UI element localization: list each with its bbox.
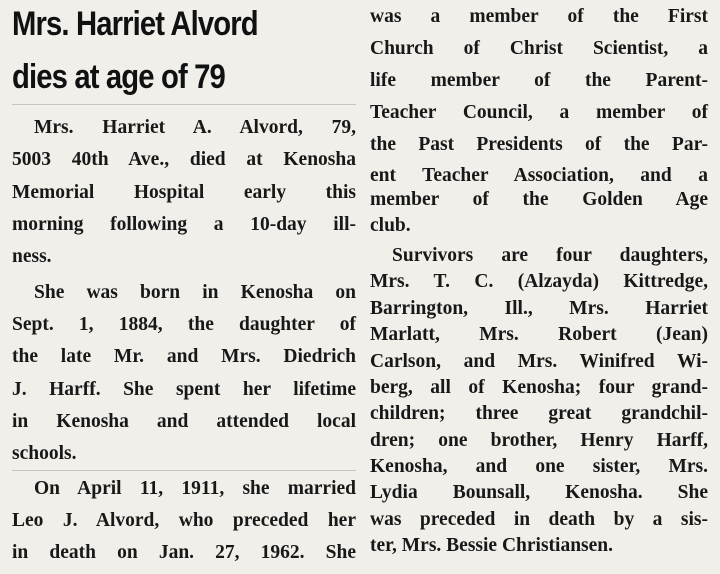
headline-rule [12,104,356,105]
text-line: Teacher Council, a member of [370,102,708,123]
text-line: ent Teacher Association, and a [370,165,708,186]
text-line: Mrs. Harriet A. Alvord, 79, [34,117,356,138]
text-line: Carlson, and Mrs. Winifred Wi- [370,351,708,372]
text-line: the Past Presidents of the Par- [370,134,708,155]
text-line: Sept. 1, 1884, the daughter of [12,314,356,335]
text-line: Memorial Hospital early this [12,182,356,203]
text-line: 5003 40th Ave., died at Kenosha [12,149,356,170]
text-line: club. [370,215,411,236]
text-line: schools. [12,443,77,464]
text-line: was preceded in death by a sis- [370,509,708,530]
headline-line-2: dies at age of 79 [12,58,225,96]
text-line: ter, Mrs. Bessie Christiansen. [370,535,614,556]
text-line: Leo J. Alvord, who preceded her [12,510,356,531]
text-line: On April 11, 1911, she married [34,478,356,499]
text-line: morning following a 10-day ill- [12,214,356,235]
text-line: berg, all of Kenosha; four grand- [370,377,708,398]
text-line: Survivors are four daughters, [392,245,708,266]
text-line: Marlatt, Mrs. Robert (Jean) [370,324,708,345]
text-line: She was born in Kenosha on [34,282,356,303]
text-line: children; three great grandchil- [370,403,708,424]
text-line: life member of the Parent- [370,70,708,91]
text-line: Barrington, Ill., Mrs. Harriet [370,298,708,319]
text-line: was a member of the First [370,6,708,27]
text-line: Church of Christ Scientist, a [370,38,708,59]
text-line: member of the Golden Age [370,189,708,210]
text-line: in Kenosha and attended local [12,411,356,432]
text-line: dren; one brother, Henry Harff, [370,430,708,451]
paragraph-rule [12,470,356,471]
text-line: the late Mr. and Mrs. Diedrich [12,346,356,367]
text-line: in death on Jan. 27, 1962. She [12,542,356,563]
text-line: Kenosha, and one sister, Mrs. [370,456,708,477]
text-line: J. Harff. She spent her lifetime [12,379,356,400]
headline-line-1: Mrs. Harriet Alvord [12,5,258,43]
text-line: ness. [12,246,52,267]
text-line: Lydia Bounsall, Kenosha. She [370,482,708,503]
text-line: Mrs. T. C. (Alzayda) Kittredge, [370,271,708,292]
